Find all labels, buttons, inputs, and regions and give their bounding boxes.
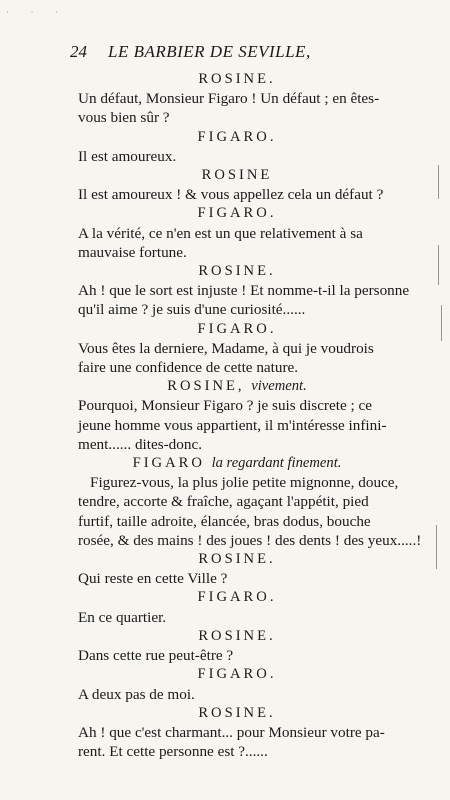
speaker-label: ROSINE.: [198, 551, 276, 568]
dialogue-line: rosée, & des mains ! des joues ! des dents ! des yeux.....!: [78, 531, 422, 549]
dialogue-line: ment...... dites-donc.: [78, 435, 203, 453]
dialogue-line: mauvaise fortune.: [78, 243, 187, 261]
dialogue-line: tendre, accorte & fraîche, agaçant l'appétit, pied: [78, 493, 369, 511]
edge-specks: · · ·: [6, 8, 68, 17]
speaker-label: FIGARO.: [197, 666, 277, 683]
stage-direction: la regardant finement.: [211, 455, 342, 472]
margin-mark: [441, 305, 442, 341]
speaker-label: ROSINE.: [198, 627, 276, 644]
speaker-label: FIGARO: [132, 455, 205, 472]
dialogue-line: Figurez-vous, la plus jolie petite mignonne, douce,: [90, 474, 399, 492]
speaker-name: [78, 128, 396, 147]
page-header: [70, 42, 390, 66]
speaker-label: ROSINE.: [198, 263, 276, 280]
speaker-label: FIGARO.: [197, 205, 277, 222]
dialogue-line: jeune homme vous appartient, il m'intéresse infini-: [78, 416, 387, 434]
speaker-label: ROSINE.: [198, 71, 276, 87]
dialogue-line: A la vérité, ce n'en est un que relativement à sa: [78, 224, 363, 242]
speaker-label: ROSINE,: [167, 378, 245, 395]
dialogue-line: Il est amoureux ! & vous appellez cela un défaut ?: [78, 186, 384, 204]
speaker-name: [78, 377, 396, 396]
dialogue-line: Ah ! que c'est charmant... pour Monsieur votre pa-: [78, 723, 385, 741]
dialogue-line: Pourquoi, Monsieur Figaro ? je suis discrete ; ce: [78, 397, 372, 415]
speaker-label: FIGARO.: [197, 128, 277, 145]
speaker-name: [78, 262, 396, 281]
dialogue-line: rent. Et cette personne est ?......: [78, 743, 268, 761]
speaker-name: [78, 204, 396, 223]
dialogue-line: A deux pas de moi.: [78, 685, 195, 703]
speaker-name: [78, 70, 396, 89]
speaker-name: [78, 665, 396, 684]
speaker-name: [78, 550, 396, 569]
dialogue-line: Ah ! que le sort est injuste ! Et nomme-t-il la personne: [78, 282, 410, 300]
margin-mark: [438, 245, 439, 285]
page-body: [78, 70, 422, 761]
running-title: LE BARBIER DE SEVILLE,: [108, 42, 311, 61]
speaker-name: [78, 320, 396, 339]
dialogue-line: Dans cette rue peut-être ?: [78, 647, 234, 665]
dialogue-line: Un défaut, Monsieur Figaro ! Un défaut ; en êtes-: [78, 90, 380, 108]
stage-direction: vivement.: [251, 378, 307, 395]
speaker-label: FIGARO.: [197, 320, 277, 337]
dialogue-line: faire une confidence de cette nature.: [78, 359, 299, 377]
dialogue-line: En ce quartier.: [78, 608, 167, 626]
speaker-label: ROSINE: [201, 167, 273, 184]
margin-mark: [438, 165, 439, 199]
dialogue-line: Il est amoureux.: [78, 147, 177, 165]
speaker-name: [78, 588, 396, 607]
speaker-label: ROSINE.: [198, 704, 276, 721]
dialogue-line: furtif, taille adroite, élancée, bras dodus, bouche: [78, 512, 371, 530]
margin-mark: [436, 525, 437, 569]
speaker-name: [78, 704, 396, 723]
dialogue-line: Vous êtes la derniere, Madame, à qui je voudrois: [78, 339, 374, 357]
speaker-label: FIGARO.: [197, 589, 277, 606]
dialogue-line: vous bien sûr ?: [78, 109, 170, 127]
dialogue-line: Qui reste en cette Ville ?: [78, 570, 228, 588]
dialogue-line: qu'il aime ? je suis d'une curiosité......: [78, 301, 306, 319]
speaker-name: [78, 166, 396, 185]
speaker-name: [78, 627, 396, 646]
speaker-name: [78, 454, 396, 473]
page-number: 24: [70, 42, 87, 61]
